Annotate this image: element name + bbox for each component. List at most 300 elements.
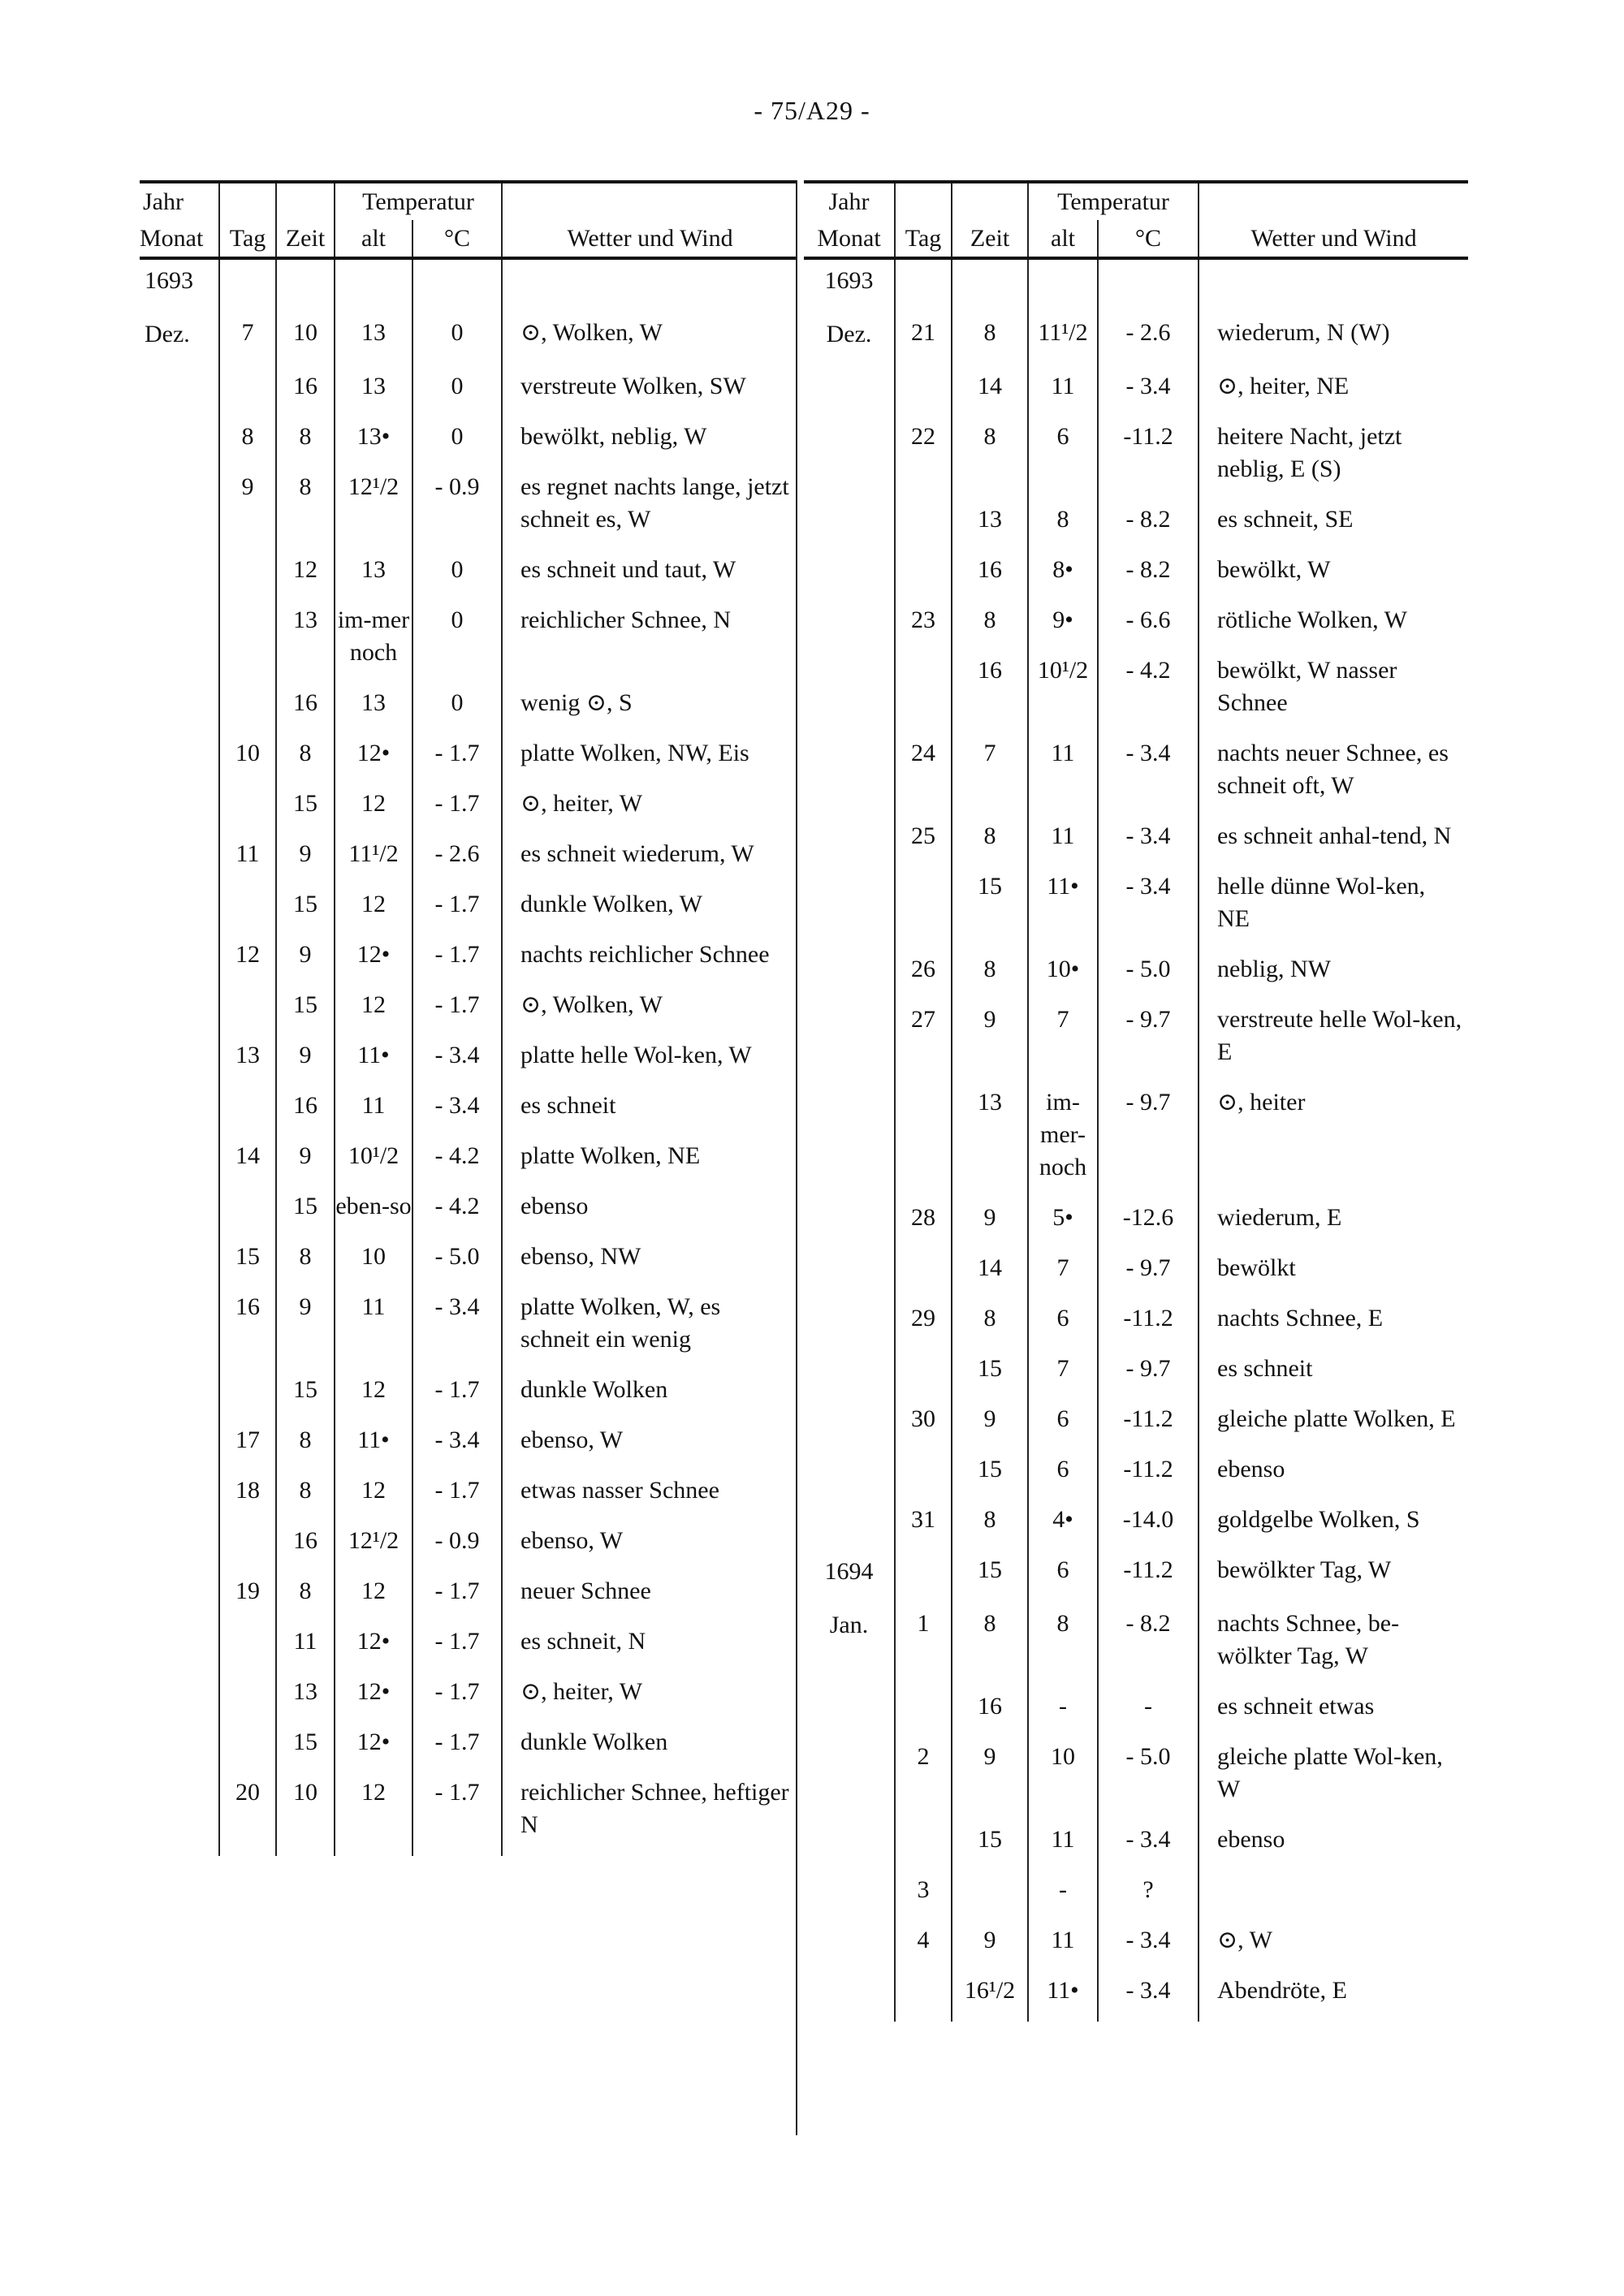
zeit-cell: 8 bbox=[952, 313, 1028, 367]
zeit-cell: 15 bbox=[952, 1820, 1028, 1871]
month-cell bbox=[804, 417, 895, 500]
month-cell bbox=[804, 817, 895, 867]
weather-table-left bbox=[140, 180, 797, 1856]
c-cell: - 0.9 bbox=[412, 1521, 502, 1572]
zeit-cell: 15 bbox=[952, 867, 1028, 950]
month-cell bbox=[140, 1137, 219, 1187]
tag-cell: 25 bbox=[895, 817, 952, 867]
month-cell bbox=[804, 367, 895, 417]
tag-cell bbox=[895, 1687, 952, 1737]
header-wetter: Wetter und Wind bbox=[502, 220, 797, 258]
month-cell bbox=[804, 500, 895, 550]
header-temperatur-right: Temperatur bbox=[1028, 182, 1199, 220]
header-wetter-right: Wetter und Wind bbox=[1199, 220, 1468, 258]
right-table-section bbox=[804, 180, 1468, 2022]
tag-cell: 26 bbox=[895, 950, 952, 1000]
wetter-cell: etwas nasser Schnee bbox=[502, 1471, 797, 1521]
c-cell: - 9.7 bbox=[1098, 1000, 1199, 1083]
zeit-cell: 15 bbox=[276, 986, 335, 1036]
header-tag: Tag bbox=[219, 220, 276, 258]
wetter-cell: goldgelbe Wolken, S bbox=[1199, 1500, 1468, 1551]
year-month-row-right bbox=[804, 258, 1468, 313]
table-row bbox=[804, 1737, 1468, 1820]
wetter-cell: verstreute helle Wol-ken, E bbox=[1199, 1000, 1468, 1083]
wetter-cell: ⊙, Wolken, W bbox=[502, 313, 797, 367]
left-table-section bbox=[140, 180, 797, 1856]
wetter-cell: reichlicher Schnee, N bbox=[502, 601, 797, 684]
zeit-cell: 11 bbox=[276, 1622, 335, 1672]
wetter-cell: platte Wolken, NW, Eis bbox=[502, 734, 797, 784]
c-cell: - 1.7 bbox=[412, 1773, 502, 1856]
table-row bbox=[140, 417, 797, 468]
alt-cell: 11 bbox=[335, 1086, 412, 1137]
wetter-cell: es schneit und taut, W bbox=[502, 550, 797, 601]
header-jahr: Jahr bbox=[140, 182, 219, 220]
alt-cell: 7 bbox=[1028, 1249, 1098, 1299]
c-cell: 0 bbox=[412, 367, 502, 417]
tag-cell: 28 bbox=[895, 1198, 952, 1249]
weather-table-right bbox=[804, 180, 1468, 2022]
table-row bbox=[804, 867, 1468, 950]
alt-cell: 6 bbox=[1028, 1400, 1098, 1450]
month-cell bbox=[140, 1237, 219, 1288]
alt-cell: 11¹/2 bbox=[335, 835, 412, 885]
tag-cell bbox=[219, 885, 276, 935]
tag-cell: 10 bbox=[219, 734, 276, 784]
tag-cell: 9 bbox=[219, 468, 276, 550]
alt-cell: 10 bbox=[335, 1237, 412, 1288]
wetter-cell: bewölkter Tag, W bbox=[1199, 1551, 1468, 1604]
month-cell bbox=[804, 1400, 895, 1450]
zeit-cell: 8 bbox=[952, 1500, 1028, 1551]
table-row bbox=[804, 1198, 1468, 1249]
wetter-cell: verstreute Wolken, SW bbox=[502, 367, 797, 417]
c-cell: - 1.7 bbox=[412, 885, 502, 935]
tag-cell bbox=[895, 1450, 952, 1500]
month-cell bbox=[804, 1500, 895, 1551]
alt-cell: 12• bbox=[335, 1723, 412, 1773]
month-cell bbox=[804, 1299, 895, 1349]
header-tag-right: Tag bbox=[895, 220, 952, 258]
c-cell: - 4.2 bbox=[412, 1187, 502, 1237]
month-cell bbox=[804, 651, 895, 734]
tag-cell: 7 bbox=[219, 313, 276, 367]
table-row bbox=[804, 1000, 1468, 1083]
c-cell: 0 bbox=[412, 313, 502, 367]
table-row bbox=[804, 313, 1468, 367]
c-cell: - 5.0 bbox=[412, 1237, 502, 1288]
tag-cell bbox=[219, 550, 276, 601]
alt-cell: 12¹/2 bbox=[335, 468, 412, 550]
wetter-cell: es schneit bbox=[502, 1086, 797, 1137]
tag-cell bbox=[895, 1820, 952, 1871]
alt-cell: 10¹/2 bbox=[335, 1137, 412, 1187]
tag-cell bbox=[895, 1249, 952, 1299]
tag-cell bbox=[219, 986, 276, 1036]
tag-cell bbox=[219, 784, 276, 835]
c-cell: - 1.7 bbox=[412, 784, 502, 835]
alt-cell: 11 bbox=[335, 1288, 412, 1370]
tag-cell: 21 bbox=[895, 313, 952, 367]
header-alt: alt bbox=[335, 220, 412, 258]
tag-cell: 19 bbox=[219, 1572, 276, 1622]
zeit-cell: 16 bbox=[276, 1521, 335, 1572]
table-row bbox=[140, 1471, 797, 1521]
wetter-cell: bewölkt bbox=[1199, 1249, 1468, 1299]
month-cell bbox=[140, 1471, 219, 1521]
month-cell bbox=[140, 1370, 219, 1421]
alt-cell: 12 bbox=[335, 1370, 412, 1421]
c-cell: -11.2 bbox=[1098, 1400, 1199, 1450]
wetter-cell: ⊙, heiter, NE bbox=[1199, 367, 1468, 417]
alt-cell: 6 bbox=[1028, 1299, 1098, 1349]
wetter-cell: ebenso bbox=[1199, 1820, 1468, 1871]
table-row bbox=[804, 950, 1468, 1000]
tag-cell: 20 bbox=[219, 1773, 276, 1856]
tag-cell bbox=[219, 1672, 276, 1723]
alt-cell: 10¹/2 bbox=[1028, 651, 1098, 734]
c-cell: - 3.4 bbox=[1098, 817, 1199, 867]
c-cell: - 3.4 bbox=[412, 1421, 502, 1471]
month-cell bbox=[140, 1036, 219, 1086]
zeit-cell: 13 bbox=[952, 1083, 1028, 1198]
alt-cell: 10• bbox=[1028, 950, 1098, 1000]
table-row bbox=[140, 1086, 797, 1137]
c-cell: - 1.7 bbox=[412, 935, 502, 986]
wetter-cell: ⊙, W bbox=[1199, 1921, 1468, 1971]
tag-cell: 8 bbox=[219, 417, 276, 468]
month-cell bbox=[140, 1421, 219, 1471]
c-cell: 0 bbox=[412, 601, 502, 684]
c-cell: - 3.4 bbox=[412, 1288, 502, 1370]
month-cell bbox=[804, 1249, 895, 1299]
tag-cell bbox=[219, 1622, 276, 1672]
tag-cell bbox=[219, 367, 276, 417]
c-cell: - 3.4 bbox=[1098, 734, 1199, 817]
alt-cell: 11 bbox=[1028, 1820, 1098, 1871]
zeit-cell: 15 bbox=[276, 1370, 335, 1421]
table-row bbox=[804, 1687, 1468, 1737]
month-cell bbox=[140, 986, 219, 1036]
table-row bbox=[804, 1450, 1468, 1500]
left-table-body bbox=[140, 258, 797, 1856]
table-row bbox=[804, 1500, 1468, 1551]
wetter-cell: bewölkt, W bbox=[1199, 550, 1468, 601]
zeit-cell bbox=[952, 1871, 1028, 1921]
table-row bbox=[140, 367, 797, 417]
wetter-cell: ⊙, heiter, W bbox=[502, 1672, 797, 1723]
table-row bbox=[804, 1921, 1468, 1971]
alt-cell: 12 bbox=[335, 986, 412, 1036]
table-row bbox=[804, 1083, 1468, 1198]
table-row bbox=[140, 935, 797, 986]
c-cell: 0 bbox=[412, 684, 502, 734]
c-cell: -11.2 bbox=[1098, 1551, 1199, 1604]
zeit-cell: 9 bbox=[276, 1036, 335, 1086]
tag-cell bbox=[895, 1083, 952, 1198]
c-cell: - 8.2 bbox=[1098, 500, 1199, 550]
zeit-cell: 16¹/2 bbox=[952, 1971, 1028, 2022]
month-cell bbox=[140, 601, 219, 684]
zeit-cell: 9 bbox=[952, 1400, 1028, 1450]
zeit-cell: 14 bbox=[952, 1249, 1028, 1299]
wetter-cell: bewölkt, W nasser Schnee bbox=[1199, 651, 1468, 734]
tag-cell: 30 bbox=[895, 1400, 952, 1450]
zeit-cell: 8 bbox=[276, 468, 335, 550]
table-row bbox=[804, 651, 1468, 734]
alt-cell: 7 bbox=[1028, 1000, 1098, 1083]
zeit-cell: 15 bbox=[276, 784, 335, 835]
tag-cell bbox=[219, 601, 276, 684]
table-row bbox=[140, 601, 797, 684]
tag-cell bbox=[219, 1086, 276, 1137]
tag-cell: 3 bbox=[895, 1871, 952, 1921]
table-row bbox=[804, 1249, 1468, 1299]
table-row bbox=[804, 1349, 1468, 1400]
alt-cell: 12 bbox=[335, 1471, 412, 1521]
alt-cell: 11 bbox=[1028, 817, 1098, 867]
alt-cell: 6 bbox=[1028, 1450, 1098, 1500]
zeit-cell: 8 bbox=[952, 601, 1028, 651]
tag-cell: 15 bbox=[219, 1237, 276, 1288]
c-cell: ? bbox=[1098, 1871, 1199, 1921]
month-cell: Jan. bbox=[829, 1612, 869, 1638]
table-row bbox=[140, 1137, 797, 1187]
c-cell: - 9.7 bbox=[1098, 1249, 1199, 1299]
alt-cell: 11• bbox=[335, 1421, 412, 1471]
month-cell bbox=[140, 1086, 219, 1137]
tag-cell: 14 bbox=[219, 1137, 276, 1187]
alt-cell: 8 bbox=[1028, 500, 1098, 550]
header-monat-right: Monat bbox=[804, 220, 895, 258]
month-cell bbox=[140, 1572, 219, 1622]
wetter-cell: ⊙, heiter, W bbox=[502, 784, 797, 835]
zeit-cell: 8 bbox=[276, 1471, 335, 1521]
tag-cell: 17 bbox=[219, 1421, 276, 1471]
month-cell bbox=[140, 734, 219, 784]
wetter-cell: bewölkt, neblig, W bbox=[502, 417, 797, 468]
table-row bbox=[140, 313, 797, 367]
month-cell bbox=[140, 417, 219, 468]
zeit-cell: 16 bbox=[276, 1086, 335, 1137]
tag-cell: 27 bbox=[895, 1000, 952, 1083]
year-label: 1693 bbox=[145, 267, 193, 294]
c-cell: - 3.4 bbox=[1098, 1820, 1199, 1871]
tag-cell: 24 bbox=[895, 734, 952, 817]
wetter-cell: gleiche platte Wol-ken, W bbox=[1199, 1737, 1468, 1820]
month-cell bbox=[804, 1871, 895, 1921]
zeit-cell: 16 bbox=[952, 1687, 1028, 1737]
c-cell: - 1.7 bbox=[412, 734, 502, 784]
table-row bbox=[140, 1672, 797, 1723]
zeit-cell: 15 bbox=[952, 1551, 1028, 1604]
wetter-cell: es schneit wiederum, W bbox=[502, 835, 797, 885]
alt-cell: 11• bbox=[335, 1036, 412, 1086]
tag-cell: 16 bbox=[219, 1288, 276, 1370]
table-row bbox=[804, 1971, 1468, 2022]
alt-cell: 9• bbox=[1028, 601, 1098, 651]
table-row bbox=[140, 1622, 797, 1672]
c-cell: -11.2 bbox=[1098, 417, 1199, 500]
wetter-cell: helle dünne Wol-ken, NE bbox=[1199, 867, 1468, 950]
wetter-cell: nachts neuer Schnee, es schneit oft, W bbox=[1199, 734, 1468, 817]
wetter-cell: heitere Nacht, jetzt neblig, E (S) bbox=[1199, 417, 1468, 500]
center-double-rule bbox=[796, 180, 801, 2135]
month-cell bbox=[804, 1737, 895, 1820]
wetter-cell: neblig, NW bbox=[1199, 950, 1468, 1000]
month-cell bbox=[140, 1622, 219, 1672]
tag-cell bbox=[219, 1723, 276, 1773]
table-row bbox=[140, 986, 797, 1036]
wetter-cell: ⊙, heiter bbox=[1199, 1083, 1468, 1198]
zeit-cell: 9 bbox=[276, 1137, 335, 1187]
zeit-cell: 10 bbox=[276, 313, 335, 367]
zeit-cell: 10 bbox=[276, 1773, 335, 1856]
c-cell: - 3.4 bbox=[412, 1036, 502, 1086]
table-row bbox=[140, 1036, 797, 1086]
table-row bbox=[804, 367, 1468, 417]
table-row bbox=[140, 1572, 797, 1622]
zeit-cell: 8 bbox=[952, 817, 1028, 867]
zeit-cell: 9 bbox=[276, 1288, 335, 1370]
wetter-cell: ebenso, NW bbox=[502, 1237, 797, 1288]
c-cell: - 2.6 bbox=[1098, 313, 1199, 367]
zeit-cell: 9 bbox=[952, 1198, 1028, 1249]
alt-cell: 12• bbox=[335, 935, 412, 986]
wetter-cell: ebenso, W bbox=[502, 1521, 797, 1572]
alt-cell: 12 bbox=[335, 1773, 412, 1856]
wetter-cell: gleiche platte Wolken, E bbox=[1199, 1400, 1468, 1450]
zeit-cell: 15 bbox=[276, 885, 335, 935]
table-row bbox=[140, 835, 797, 885]
c-cell: - 2.6 bbox=[412, 835, 502, 885]
month-cell bbox=[140, 1723, 219, 1773]
month-cell bbox=[140, 684, 219, 734]
page-number: - 75/A29 - bbox=[754, 96, 870, 125]
table-row bbox=[140, 885, 797, 935]
table-row bbox=[140, 684, 797, 734]
right-table-body bbox=[804, 258, 1468, 2022]
tag-cell bbox=[219, 1370, 276, 1421]
tag-cell bbox=[895, 367, 952, 417]
tag-cell bbox=[895, 1971, 952, 2022]
month-cell bbox=[140, 935, 219, 986]
month-cell bbox=[804, 867, 895, 950]
table-row bbox=[140, 734, 797, 784]
table-row bbox=[140, 1723, 797, 1773]
c-cell: - bbox=[1098, 1687, 1199, 1737]
wetter-cell: es schneit, SE bbox=[1199, 500, 1468, 550]
header-alt-right: alt bbox=[1028, 220, 1098, 258]
zeit-cell: 14 bbox=[952, 367, 1028, 417]
header-jahr-right: Jahr bbox=[804, 182, 895, 220]
zeit-cell: 8 bbox=[952, 1604, 1028, 1687]
c-cell: - 0.9 bbox=[412, 468, 502, 550]
alt-cell: 12• bbox=[335, 1622, 412, 1672]
month-cell bbox=[140, 550, 219, 601]
month-cell bbox=[140, 468, 219, 550]
table-row bbox=[140, 468, 797, 550]
alt-cell: 13• bbox=[335, 417, 412, 468]
wetter-cell: dunkle Wolken bbox=[502, 1723, 797, 1773]
wetter-cell: nachts Schnee, be-wölkter Tag, W bbox=[1199, 1604, 1468, 1687]
wetter-cell: ebenso bbox=[1199, 1450, 1468, 1500]
alt-cell: 11¹/2 bbox=[1028, 313, 1098, 367]
table-row bbox=[140, 550, 797, 601]
alt-cell: 12 bbox=[335, 784, 412, 835]
wetter-cell: dunkle Wolken bbox=[502, 1370, 797, 1421]
c-cell: -12.6 bbox=[1098, 1198, 1199, 1249]
month-cell bbox=[140, 1187, 219, 1237]
table-row bbox=[804, 1871, 1468, 1921]
zeit-cell: 8 bbox=[276, 734, 335, 784]
alt-cell: im-mer noch bbox=[335, 601, 412, 684]
alt-cell: 12 bbox=[335, 885, 412, 935]
wetter-cell: ⊙, Wolken, W bbox=[502, 986, 797, 1036]
month-cell bbox=[804, 550, 895, 601]
table-row bbox=[804, 601, 1468, 651]
tag-cell: 31 bbox=[895, 1500, 952, 1551]
tag-cell bbox=[895, 1551, 952, 1604]
zeit-cell: 8 bbox=[276, 1421, 335, 1471]
tag-cell: 12 bbox=[219, 935, 276, 986]
alt-cell: - bbox=[1028, 1871, 1098, 1921]
tag-cell bbox=[895, 550, 952, 601]
wetter-cell: es schneit etwas bbox=[1199, 1687, 1468, 1737]
c-cell: 0 bbox=[412, 550, 502, 601]
tag-cell: 23 bbox=[895, 601, 952, 651]
c-cell: 0 bbox=[412, 417, 502, 468]
c-cell: - 4.2 bbox=[412, 1137, 502, 1187]
wetter-cell: nachts Schnee, E bbox=[1199, 1299, 1468, 1349]
header-monat: Monat bbox=[140, 220, 219, 258]
wetter-cell: rötliche Wolken, W bbox=[1199, 601, 1468, 651]
wetter-cell: es schneit anhal-tend, N bbox=[1199, 817, 1468, 867]
tag-cell bbox=[895, 500, 952, 550]
c-cell: - 1.7 bbox=[412, 1723, 502, 1773]
zeit-cell: 12 bbox=[276, 550, 335, 601]
wetter-cell: es schneit bbox=[1199, 1349, 1468, 1400]
month-cell bbox=[140, 835, 219, 885]
zeit-cell: 8 bbox=[952, 417, 1028, 500]
c-cell: - 1.7 bbox=[412, 1622, 502, 1672]
month-cell bbox=[804, 1198, 895, 1249]
table-row bbox=[804, 1604, 1468, 1687]
month-cell bbox=[804, 1000, 895, 1083]
zeit-cell: 8 bbox=[276, 417, 335, 468]
zeit-cell: 15 bbox=[276, 1187, 335, 1237]
alt-cell: 13 bbox=[335, 367, 412, 417]
c-cell: - 8.2 bbox=[1098, 550, 1199, 601]
tag-cell: 4 bbox=[895, 1921, 952, 1971]
month-cell bbox=[804, 1349, 895, 1400]
tag-cell: 22 bbox=[895, 417, 952, 500]
zeit-cell: 15 bbox=[952, 1349, 1028, 1400]
table-row bbox=[804, 1551, 1468, 1604]
zeit-cell: 9 bbox=[952, 1737, 1028, 1820]
wetter-cell: dunkle Wolken, W bbox=[502, 885, 797, 935]
month-cell bbox=[804, 1083, 895, 1198]
month-cell bbox=[140, 885, 219, 935]
alt-cell: 12 bbox=[335, 1572, 412, 1622]
zeit-cell: 13 bbox=[952, 500, 1028, 550]
table-row bbox=[804, 734, 1468, 817]
wetter-cell: platte Wolken, NE bbox=[502, 1137, 797, 1187]
c-cell: - 3.4 bbox=[1098, 1971, 1199, 2022]
year-month-row bbox=[140, 258, 797, 313]
c-cell: -11.2 bbox=[1098, 1299, 1199, 1349]
tag-cell: 13 bbox=[219, 1036, 276, 1086]
